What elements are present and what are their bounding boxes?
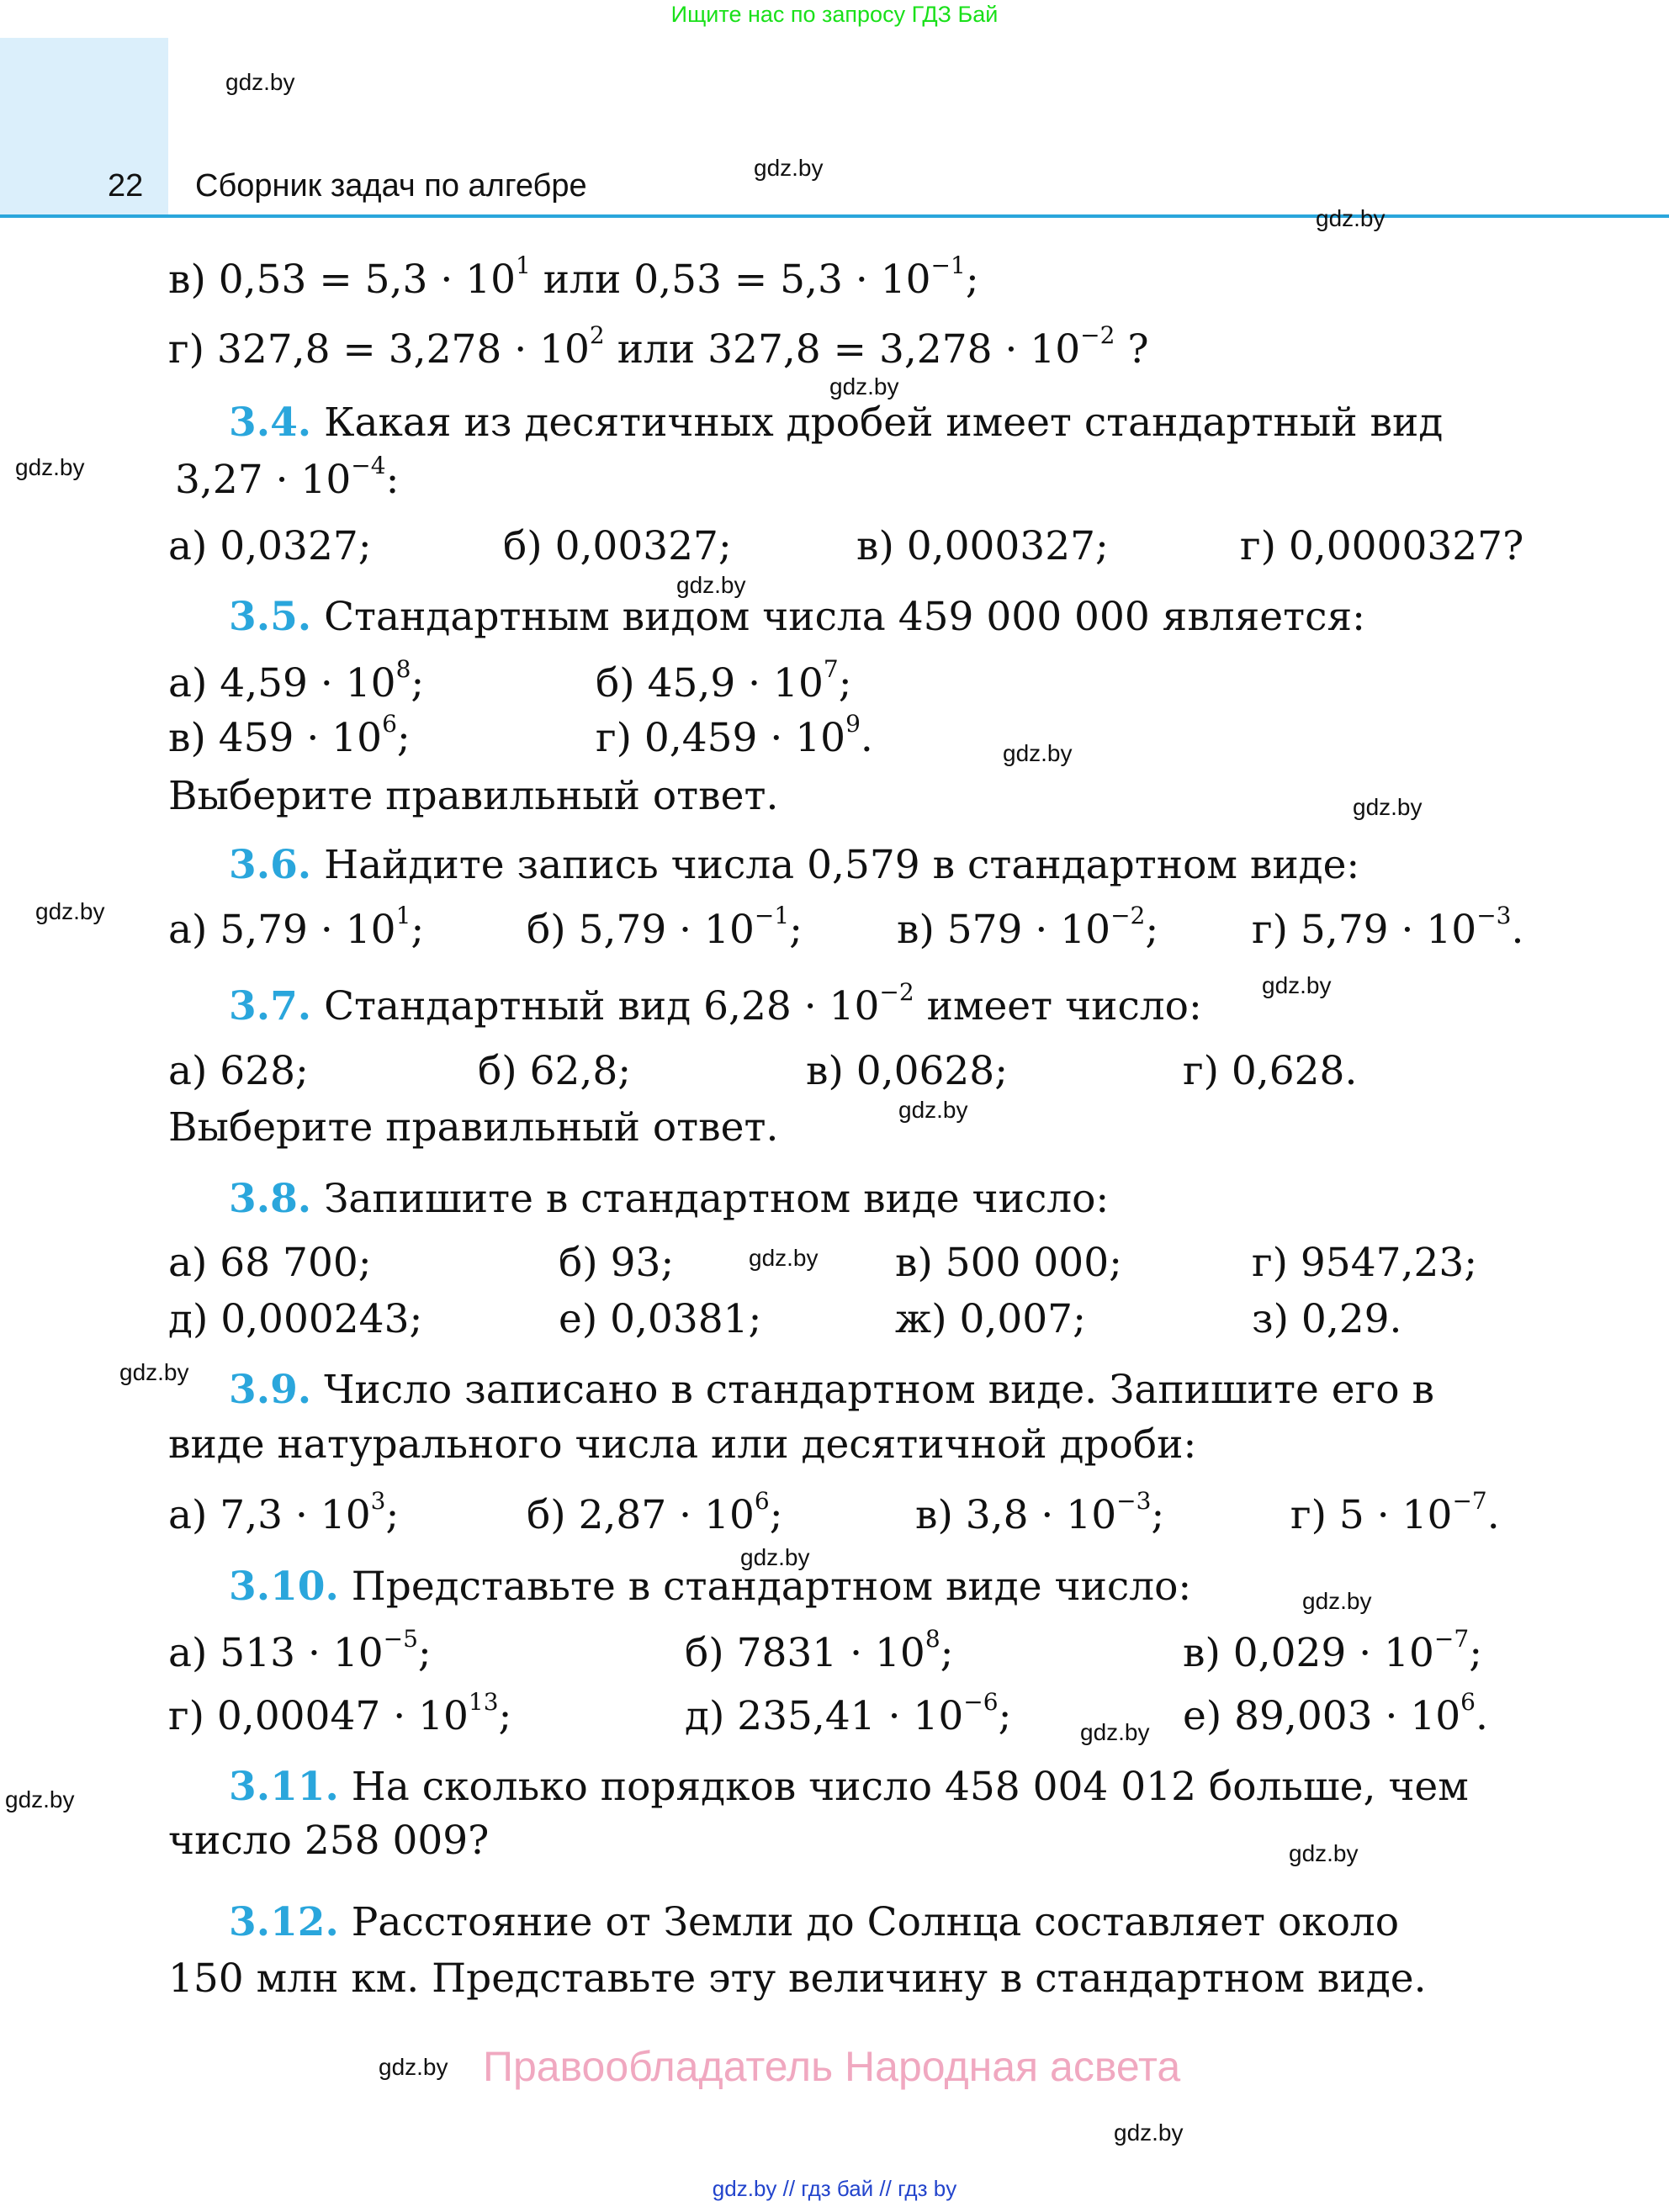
problem-3-8: 3.8. Запишите в стандартном виде число:: [229, 1176, 1110, 1222]
watermark: gdz.by: [1080, 1719, 1150, 1745]
option: г) 0,628.: [1183, 1048, 1358, 1094]
option: а) $7,3 \cdot 10^3$;: [168, 1487, 400, 1538]
problem-number: 3.7.: [229, 983, 312, 1029]
problem-3-12-continued: 150 млн км. Представьте эту величину в стандартном виде.: [168, 1955, 1427, 2002]
option: а) $4,59 \cdot 10^8$;: [168, 655, 425, 706]
option: г) $0,459 \cdot 10^9$.: [596, 710, 873, 761]
option: д) $235,41 \cdot 10^{-6}$;: [685, 1688, 1012, 1739]
instruction: Выберите правильный ответ.: [168, 773, 779, 819]
option: е) $89,003 \cdot 10^6$.: [1183, 1688, 1488, 1739]
watermark: gdz.by: [1262, 972, 1332, 998]
problem-3-9-continued: виде натурального числа или десятичной дроби:: [168, 1421, 1197, 1468]
problem-3-10: 3.10. Представьте в стандартном виде число:: [229, 1564, 1192, 1610]
problem-number: 3.12.: [229, 1899, 339, 1945]
option: в) $0,029 \cdot 10^{-7}$;: [1183, 1625, 1483, 1676]
watermark: gdz.by: [898, 1097, 968, 1123]
option: б) $7831 \cdot 10^8$;: [685, 1625, 954, 1676]
watermark: gdz.by: [740, 1544, 810, 1570]
option: е) 0,0381;: [559, 1296, 762, 1342]
watermark: gdz.by: [754, 155, 824, 181]
option: в) $459 \cdot 10^6$;: [168, 710, 411, 761]
problem-number: 3.9.: [229, 1367, 312, 1413]
page-number: 22: [108, 168, 144, 204]
problem-3-9: 3.9. Число записано в стандартном виде. Запишите его в: [229, 1367, 1434, 1413]
instruction: Выберите правильный ответ.: [168, 1104, 779, 1151]
option: б) 62,8;: [478, 1048, 632, 1094]
watermark: gdz.by: [1003, 740, 1073, 766]
search-banner: Ищите нас по запросу ГДЗ Бай: [670, 2, 999, 27]
watermark: gdz.by: [1289, 1840, 1359, 1866]
option: г) $5,79 \cdot 10^{-3}$.: [1252, 902, 1524, 953]
problem-3-12: 3.12. Расстояние от Земли до Солнца составляет около: [229, 1899, 1400, 1945]
option: г) $0,00047 \cdot 10^{13}$;: [168, 1688, 512, 1739]
watermark: gdz.by: [379, 2054, 448, 2080]
option: а) 628;: [168, 1048, 309, 1094]
watermark: gdz.by: [225, 69, 295, 95]
watermark: gdz.by: [749, 1245, 819, 1271]
option: з) 0,29.: [1252, 1296, 1402, 1342]
watermark: gdz.by: [676, 572, 746, 598]
problem-number: 3.10.: [229, 1564, 339, 1610]
option: а) $513 \cdot 10^{-5}$;: [168, 1625, 432, 1676]
watermark: gdz.by: [5, 1786, 75, 1812]
option: б) 0,00327;: [503, 523, 732, 569]
header-rule: [0, 214, 1669, 218]
problem-number: 3.4.: [229, 400, 312, 446]
option: в) 500 000;: [895, 1240, 1122, 1286]
watermark: gdz.by: [35, 898, 105, 924]
option: б) 93;: [559, 1240, 675, 1286]
watermark: gdz.by: [119, 1359, 189, 1385]
continuation-option-v: в) $0,53 = 5,3 \cdot 10^1$ или $0,53 = 5,3 \cdot 10^{-1}$;: [168, 251, 979, 303]
option: ж) 0,007;: [895, 1296, 1086, 1342]
option: б) $45,9 \cdot 10^7$;: [596, 655, 852, 706]
option: а) 68 700;: [168, 1240, 372, 1286]
copyright-notice: Правообладатель Народная асвета: [483, 2043, 1181, 2090]
continuation-option-g: г) $327,8 = 3,278 \cdot 10^2$ или $327,8 = 3,278 \cdot 10^{-2}$ ?: [168, 321, 1149, 373]
problem-number: 3.5.: [229, 594, 312, 640]
option: б) $5,79 \cdot 10^{-1}$;: [527, 902, 803, 953]
problem-3-4: 3.4. Какая из десятичных дробей имеет стандартный вид: [229, 400, 1444, 446]
option: г) 0,0000327?: [1240, 523, 1524, 569]
problem-3-11: 3.11. На сколько порядков число 458 004 012 больше, чем: [229, 1764, 1469, 1810]
problem-3-5: 3.5. Стандартным видом числа 459 000 000 является:: [229, 594, 1365, 640]
option: а) $5,79 \cdot 10^1$;: [168, 902, 425, 953]
option: а) 0,0327;: [168, 523, 372, 569]
watermark: gdz.by: [1316, 205, 1386, 231]
watermark: gdz.by: [1353, 794, 1423, 820]
option: в) 0,000327;: [856, 523, 1109, 569]
option: б) $2,87 \cdot 10^6$;: [527, 1487, 783, 1538]
watermark: gdz.by: [829, 373, 899, 400]
option: г) 9547,23;: [1252, 1240, 1478, 1286]
book-title: Сборник задач по алгебре: [195, 168, 587, 204]
option: г) $5 \cdot 10^{-7}$.: [1290, 1487, 1500, 1538]
footer-links[interactable]: gdz.by // гдз бай // гдз by: [712, 2176, 957, 2201]
problem-3-11-continued: число 258 009?: [168, 1818, 490, 1864]
watermark: gdz.by: [15, 454, 85, 480]
problem-number: 3.6.: [229, 842, 312, 888]
problem-3-6: 3.6. Найдите запись числа 0,579 в стандартном виде:: [229, 842, 1360, 888]
option: в) $579 \cdot 10^{-2}$;: [897, 902, 1159, 953]
problem-3-4-expression: $3,27 \cdot 10^{-4}$:: [175, 452, 400, 503]
problem-number: 3.11.: [229, 1764, 339, 1810]
problem-3-7: 3.7. Стандартный вид $6,28 \cdot 10^{-2}$ имеет число:: [229, 978, 1202, 1029]
option: в) 0,0628;: [806, 1048, 1009, 1094]
option: д) 0,000243;: [168, 1296, 423, 1342]
watermark: gdz.by: [1302, 1588, 1372, 1614]
problem-number: 3.8.: [229, 1176, 312, 1222]
watermark: gdz.by: [1114, 2119, 1184, 2146]
option: в) $3,8 \cdot 10^{-3}$;: [915, 1487, 1165, 1538]
